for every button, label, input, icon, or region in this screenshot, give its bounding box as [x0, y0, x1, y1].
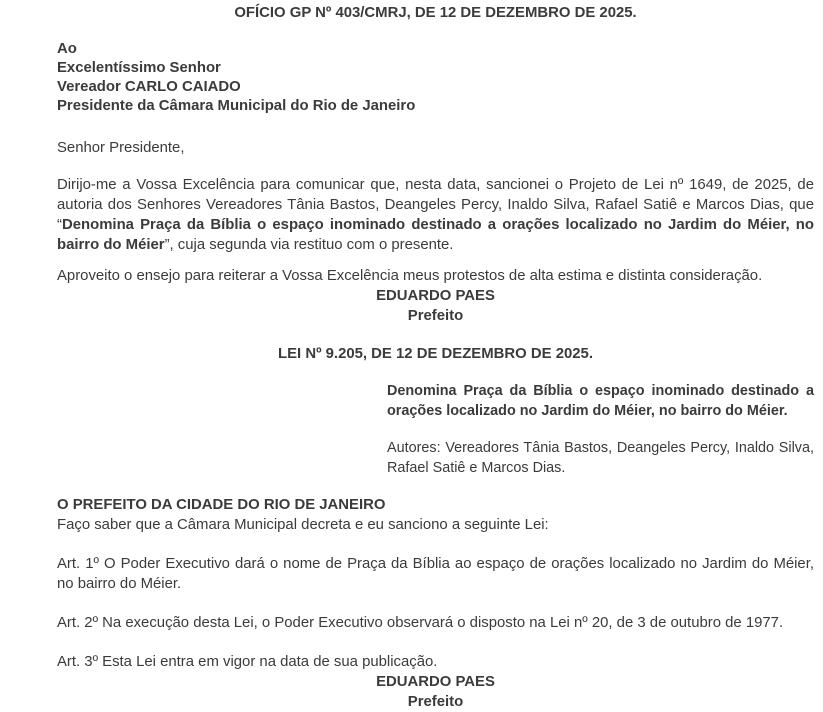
body-paragraph — [57, 175, 814, 255]
law-heading: LEI Nº 9.205, DE 12 DE DEZEMBRO DE 2025. — [278, 346, 593, 362]
oficio-signature-name: EDUARDO PAES — [376, 288, 495, 304]
salutation: Senhor Presidente, — [57, 140, 185, 156]
article-1: Art. 1º O Poder Executivo dará o nome de Praça da Bíblia ao espaço de orações localizado no Jardim do Méier, no bairro do Méier. — [57, 556, 814, 592]
addressee-line-office: Presidente da Câmara Municipal do Rio de Janeiro — [57, 98, 416, 114]
addressee-line-ao: Ao — [57, 41, 77, 57]
oficio-title: OFÍCIO GP Nº 403/CMRJ, DE 12 DE DEZEMBRO DE 2025. — [234, 5, 637, 21]
law-ementa: Denomina Praça da Bíblia o espaço inominado destinado a orações localizado no Jardim do Méier, no bairro do Méier. — [387, 383, 814, 419]
addressee-block — [57, 40, 814, 116]
law-authors: Autores: Vereadores Tânia Bastos, Deangeles Percy, Inaldo Silva, Rafael Satiê e Marcos Dias. — [387, 440, 814, 476]
article-3: Art. 3º Esta Lei entra em vigor na data de sua publicação. — [57, 654, 438, 670]
body-text-pre: Dirijo-me a Vossa Excelência para comunicar que, nesta data, sancionei o Projeto de Lei nº 1649, de 2025, de autoria dos Senhores Vereadores Tânia Bastos, Deangeles Percy, Inaldo Silva, Rafael Satiê e Marcos Dias, que “ — [57, 177, 814, 233]
article-2: Art. 2º Na execução desta Lei, o Poder Executivo observará o disposto na Lei nº 20, de 3 de outubro de 1977. — [57, 615, 784, 631]
law-signature-role: Prefeito — [407, 694, 464, 710]
enacting-title: O PREFEITO DA CIDADE DO RIO DE JANEIRO — [57, 497, 386, 513]
closing-paragraph: Aproveito o ensejo para reiterar a Vossa Excelência meus protestos de alta estima e distinta consideração. — [57, 268, 763, 284]
oficio-signature-role: Prefeito — [407, 308, 464, 324]
law-signature-name: EDUARDO PAES — [376, 674, 495, 690]
addressee-line-name: Vereador CARLO CAIADO — [57, 79, 241, 95]
body-text-post: ”, cuja segunda via restituo com o presente. — [164, 237, 454, 253]
quoted-law-title: Denomina Praça da Bíblia o espaço inominado destinado a orações localizado no Jardim do Méier, no bairro do Méier — [57, 217, 814, 253]
addressee-line-honorific: Excelentíssimo Senhor — [57, 60, 221, 76]
enacting-text: Faço saber que a Câmara Municipal decreta e eu sanciono a seguinte Lei: — [57, 517, 549, 533]
